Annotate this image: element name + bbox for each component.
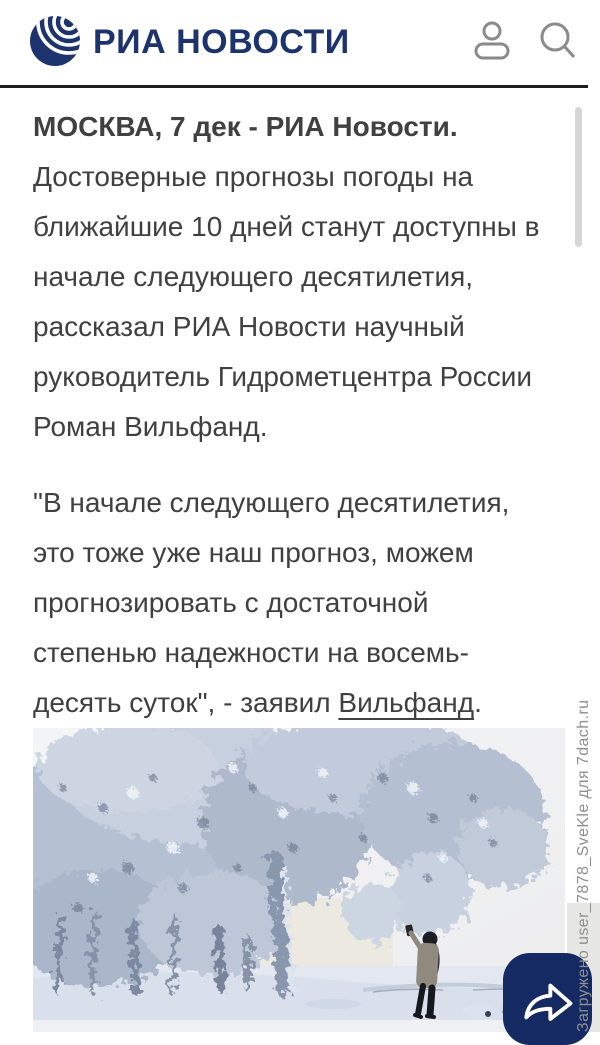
article-photo bbox=[33, 728, 565, 1020]
brand-title: РИА НОВОСТИ bbox=[93, 23, 350, 61]
share-arrow-icon bbox=[517, 972, 579, 1027]
photo-bottom-strip bbox=[33, 1020, 565, 1032]
article-body bbox=[0, 88, 567, 754]
profile-button[interactable] bbox=[472, 20, 512, 65]
ria-globe-icon bbox=[28, 13, 82, 72]
paragraph bbox=[33, 102, 567, 452]
article-line: начале следующего десятилетия, bbox=[33, 261, 474, 292]
header-actions bbox=[472, 0, 578, 85]
article-line: руководитель Гидрометцентра России bbox=[33, 361, 532, 392]
article-line: Достоверные прогнозы погоды на bbox=[33, 161, 474, 192]
winter-photo bbox=[33, 728, 565, 1020]
search-icon bbox=[538, 50, 578, 65]
scrollbar-thumb[interactable] bbox=[575, 107, 582, 247]
header bbox=[0, 0, 600, 85]
article-line: Роман Вильфанд. bbox=[33, 411, 268, 442]
article-line: МОСКВА, 7 дек - РИА Новости. bbox=[33, 111, 458, 142]
article-line: ближайшие 10 дней станут доступны в bbox=[33, 211, 540, 242]
article-line: прогнозировать с достаточной bbox=[33, 587, 429, 618]
watermark-text: Загружено user_7878_SveKle для 7dach.ru bbox=[575, 699, 592, 1032]
ria-logo[interactable] bbox=[28, 13, 350, 72]
article-line: "В начале следующего десятилетия, bbox=[33, 487, 510, 518]
article-line: степенью надежности на восемь- bbox=[33, 637, 469, 668]
article-line: десять суток", - заявил Вильфанд. bbox=[33, 687, 482, 718]
paragraph bbox=[33, 478, 567, 728]
person-icon bbox=[472, 50, 512, 65]
article-line: рассказал РИА Новости научный bbox=[33, 311, 465, 342]
search-button[interactable] bbox=[538, 20, 578, 65]
article-line: это тоже уже наш прогноз, можем bbox=[33, 537, 474, 568]
vilfand-link[interactable]: Вильфанд bbox=[338, 687, 475, 718]
